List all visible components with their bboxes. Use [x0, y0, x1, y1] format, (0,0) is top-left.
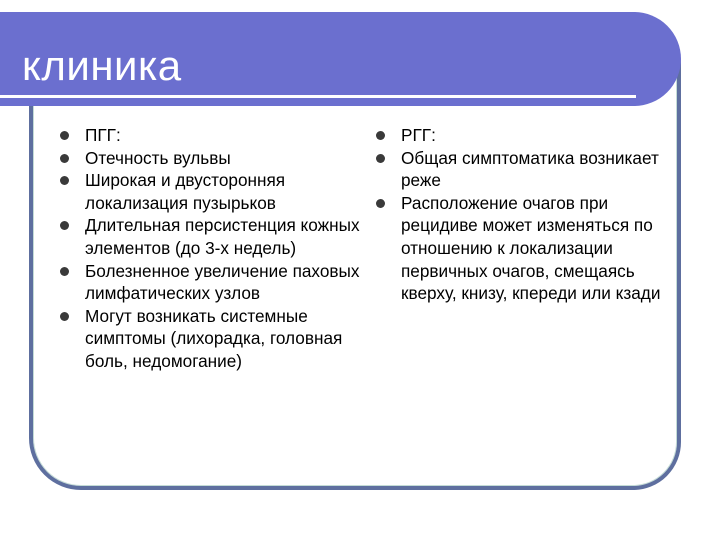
right-bullet-list — [376, 124, 676, 305]
title-bar — [0, 12, 681, 106]
bullet-icon — [376, 154, 385, 163]
bullet-icon — [376, 131, 385, 140]
list-item — [60, 147, 360, 170]
list-item — [60, 305, 360, 373]
bullet-icon — [376, 199, 385, 208]
list-item — [60, 214, 360, 259]
list-item-text: РГГ: — [401, 125, 436, 145]
title-underline — [0, 95, 636, 98]
left-bullet-list — [60, 124, 360, 373]
list-item-text: ПГГ: — [85, 125, 121, 145]
bullet-icon — [60, 176, 69, 185]
list-item — [60, 124, 360, 147]
bullet-icon — [60, 267, 69, 276]
list-item-text: Болезненное увеличение паховых лимфатических узлов — [85, 260, 360, 304]
list-item-text: Общая симптоматика возникает реже — [401, 147, 659, 191]
slide-title: клиника — [22, 42, 182, 89]
list-item — [60, 260, 360, 305]
list-item — [60, 169, 360, 214]
list-item-text: Отечность вульвы — [85, 147, 231, 168]
list-item-text: Расположение очагов при рецидиве может изменяться по отношению к локализации первичных очагов, смещаясь кверху, книзу, кпереди или кзади — [401, 192, 661, 304]
list-item-text: Длительная персистенция кожных элементов (до 3-х недель) — [85, 215, 360, 258]
bullet-icon — [60, 312, 69, 321]
bullet-icon — [60, 131, 69, 140]
bullet-icon — [60, 221, 69, 230]
list-item — [376, 192, 676, 305]
list-item — [376, 124, 676, 147]
list-item — [376, 147, 676, 192]
bullet-icon — [60, 154, 69, 163]
list-item-text: Широкая и двусторонняя локализация пузырьков — [85, 170, 286, 213]
list-item-text: Могут возникать системные симптомы (лихорадка, головная боль, недомогание) — [85, 305, 343, 371]
